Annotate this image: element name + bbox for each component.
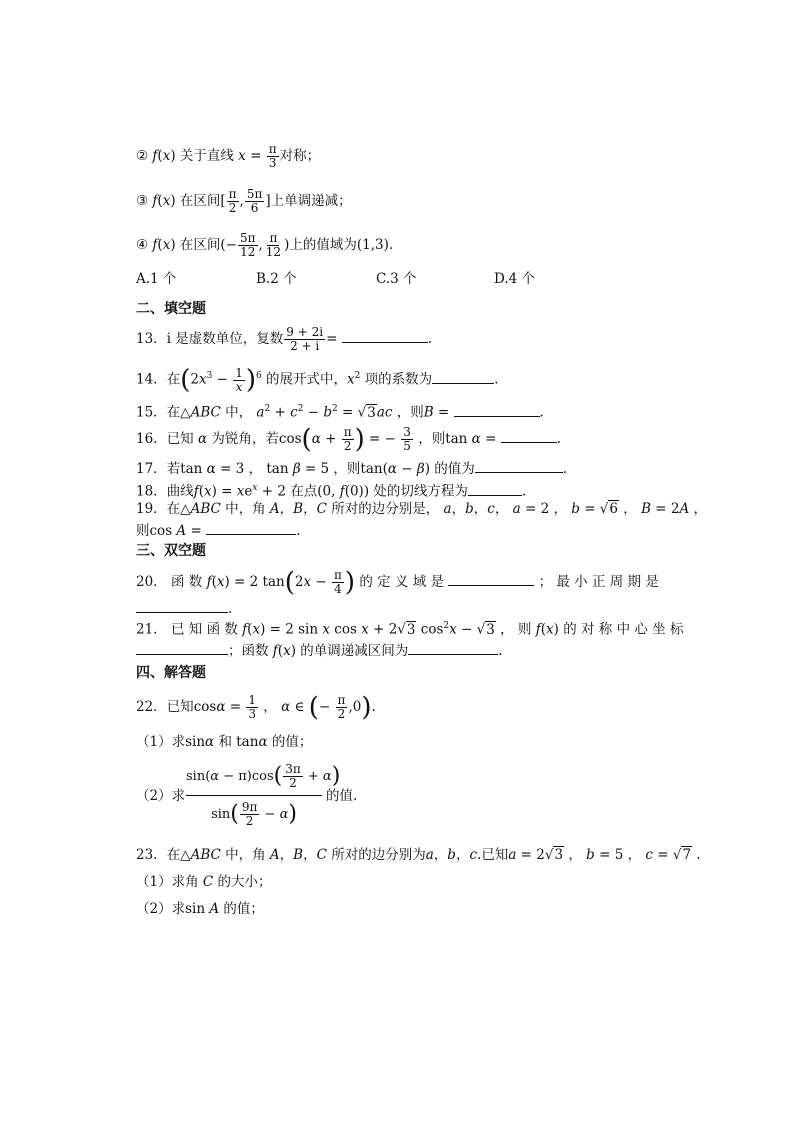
- question-22-part2: （2）求 sin(α − π)cos( $\frac{3\pi}{2}$ + α) sin( $\frac{9\pi}{2}$ − α) 的值.: [136, 762, 358, 828]
- answer-blank[interactable]: [206, 520, 296, 535]
- question-22-part1: （1）求sinα 和 tanα 的值；: [136, 734, 313, 750]
- question-23-part1: （1）求角 C 的大小；: [136, 874, 272, 890]
- choice-c: C.3 个: [376, 271, 417, 287]
- question-19: 19．在△ABC 中，角 A，B，C 所对的边分别是， a，b，c， a = 2 ， b = √6 ， B = 2A ，: [136, 501, 708, 517]
- question-16: 16．已知 α 为锐角，若cos(α + $\frac{\pi}{2}$ ) = − $\frac{3}{5}$ ，则tan α = .: [136, 424, 561, 455]
- question-22: 22．已知cosα = $\frac{1}{3}$ ， α ∈ (− $\frac{\pi}{2}$ ,0).: [136, 692, 376, 723]
- answer-blank[interactable]: [475, 458, 563, 473]
- question-19-line2: 则cos A = .: [136, 520, 662, 541]
- question-21-line2: ；函数 f(x) 的单调递减区间为 .: [136, 640, 662, 661]
- answer-blank[interactable]: [136, 598, 228, 613]
- answer-blank[interactable]: [136, 640, 228, 655]
- section-fill-title: 二、填空题: [136, 301, 206, 317]
- question-23-part2: （2）求sin A 的值；: [136, 901, 264, 917]
- statement-3: ③ f(x) 在区间[ $\frac{\pi}{2}$ , $\frac{5\pi}{6}$ ]上单调递减；: [136, 187, 352, 215]
- statement-2: ② f(x) 关于直线 x = $\frac{\pi}{3}$ 对称；: [136, 142, 321, 170]
- question-23: 23．在△ABC 中，角 A，B，C 所对的边分别为a，b，c.已知a = 2√3 ， b = 5 ， c = √7 .: [136, 847, 701, 863]
- question-20-line2: .: [136, 598, 662, 619]
- statement-4: ④ f(x) 在区间(− $\frac{5\pi}{12}$ , $\frac{\pi}{12}$ )上的值域为(1,3).: [136, 231, 394, 259]
- choice-d: D.4 个: [494, 271, 536, 287]
- answer-blank[interactable]: [432, 369, 494, 384]
- choice-a: A.1 个: [136, 271, 177, 287]
- answer-blank[interactable]: [408, 640, 498, 655]
- answer-blank[interactable]: [454, 402, 540, 417]
- question-20: 20． 函 数 f(x) = 2 tan(2x − $\frac{\pi}{4}$ ) 的 定 义 域 是 ； 最 小 正 周 期 是: [136, 567, 659, 598]
- answer-blank[interactable]: [448, 571, 534, 586]
- answer-blank[interactable]: [468, 481, 522, 496]
- section-double-title: 三、双空题: [136, 543, 206, 559]
- answer-blank[interactable]: [342, 328, 428, 343]
- choice-b: B.2 个: [256, 271, 297, 287]
- question-15: 15．在△ABC 中， $a^2 + c^2 - b^2 = √3ac$ ，则B = .: [136, 399, 662, 423]
- section-solve-title: 四、解答题: [136, 665, 206, 681]
- question-17: 17．若tan α = 3 ， tan β = 5 ，则tan(α − β) 的值为 .: [136, 458, 662, 479]
- question-18: 18．曲线$f(x) = xe^x + 2$ 在点(0, f(0)) 处的切线方程为 .: [136, 478, 662, 502]
- question-21: 21． 已 知 函 数 f(x) = 2 sin x cos x + 2√3 $\cos^2x - √3$ ， 则 f(x) 的 对 称 中 心 坐 标: [136, 621, 684, 638]
- question-13: 13．i 是虚数单位，复数 $\frac{9 + 2i}{2 + i}$ = .: [136, 325, 432, 353]
- answer-blank[interactable]: [501, 428, 557, 443]
- question-14: 14．在($2x^3$ − $\frac{1}{x}$ )$^6$ 的展开式中，$x^2$ 项的系数为 .: [136, 365, 499, 395]
